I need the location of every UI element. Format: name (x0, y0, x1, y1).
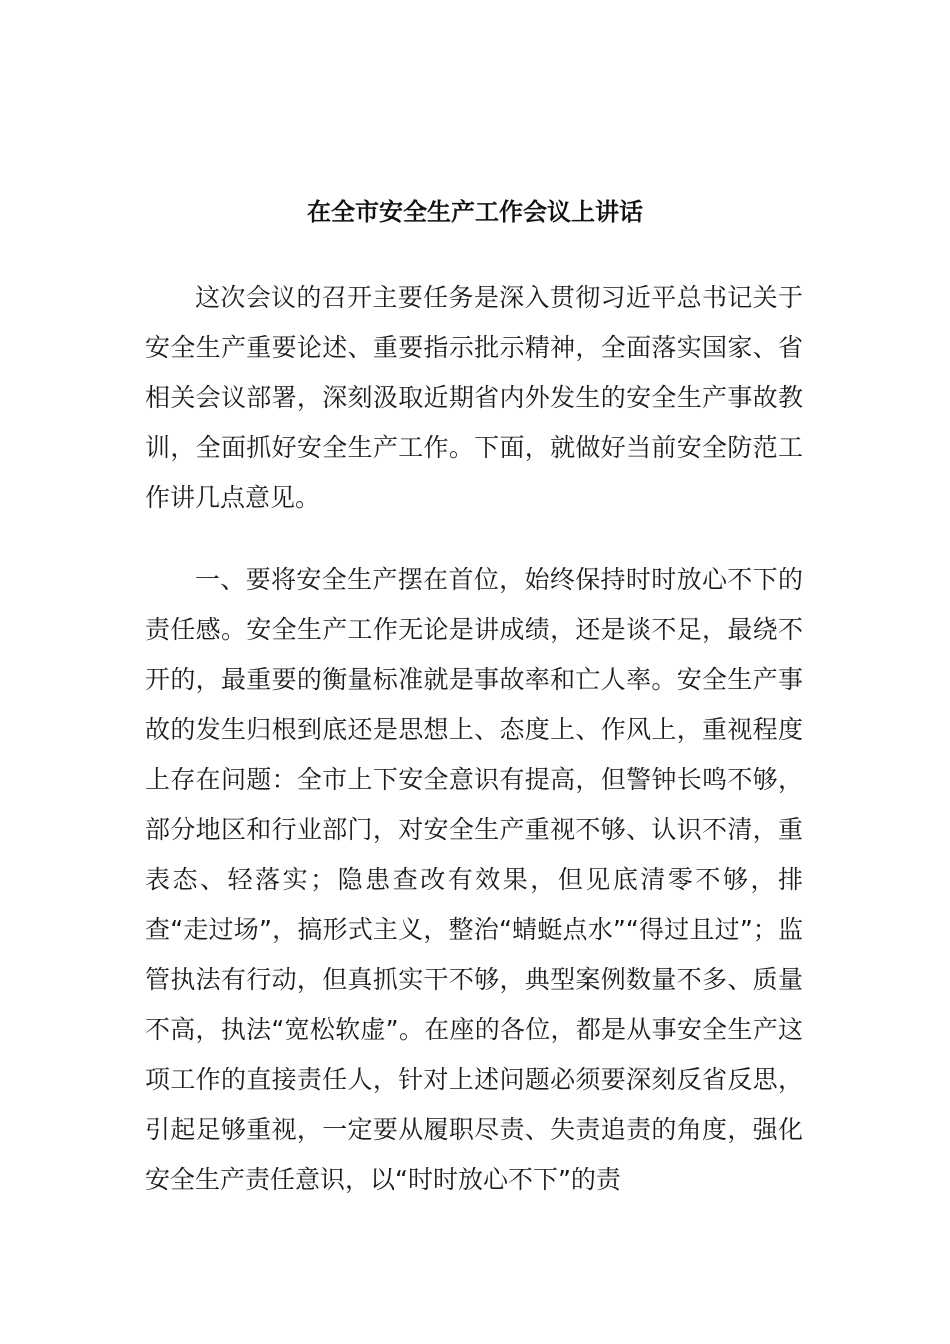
paragraph-section-one: 一、要将安全生产摆在首位，始终保持时时放心不下的责任感。安全生产工作无论是讲成绩，还是谈不足，最绕不开的，最重要的衡量标准就是事故率和亡人率。安全生产事故的发生归根到底还是思想上、态度上、作风上，重视程度上存在问题：全市上下安全意识有提高，但警钟长鸣不够，部分地区和行业部门，对安全生产重视不够、认识不清，重表态、轻落实；隐患查改有效果，但见底清零不够，排查“走过场”，搞形式主义，整治“蜻蜓点水”“得过且过”；监管执法有行动，但真抓实干不够，典型案例数量不多、质量不高，执法“宽松软虚”。在座的各位，都是从事安全生产这项工作的直接责任人，针对上述问题必须要深刻反省反思，引起足够重视，一定要从履职尽责、失责追责的角度，强化安全生产责任意识，以“时时放心不下”的责 (145, 565, 803, 1194)
paragraph-intro: 这次会议的召开主要任务是深入贯彻习近平总书记关于安全生产重要论述、重要指示批示精神，全面落实国家、省相关会议部署，深刻汲取近期省内外发生的安全生产事故教训，全面抓好安全生产工作。下面，就做好当前安全防范工作讲几点意见。 (145, 283, 803, 512)
document-title: 在全市安全生产工作会议上讲话 (307, 198, 643, 226)
